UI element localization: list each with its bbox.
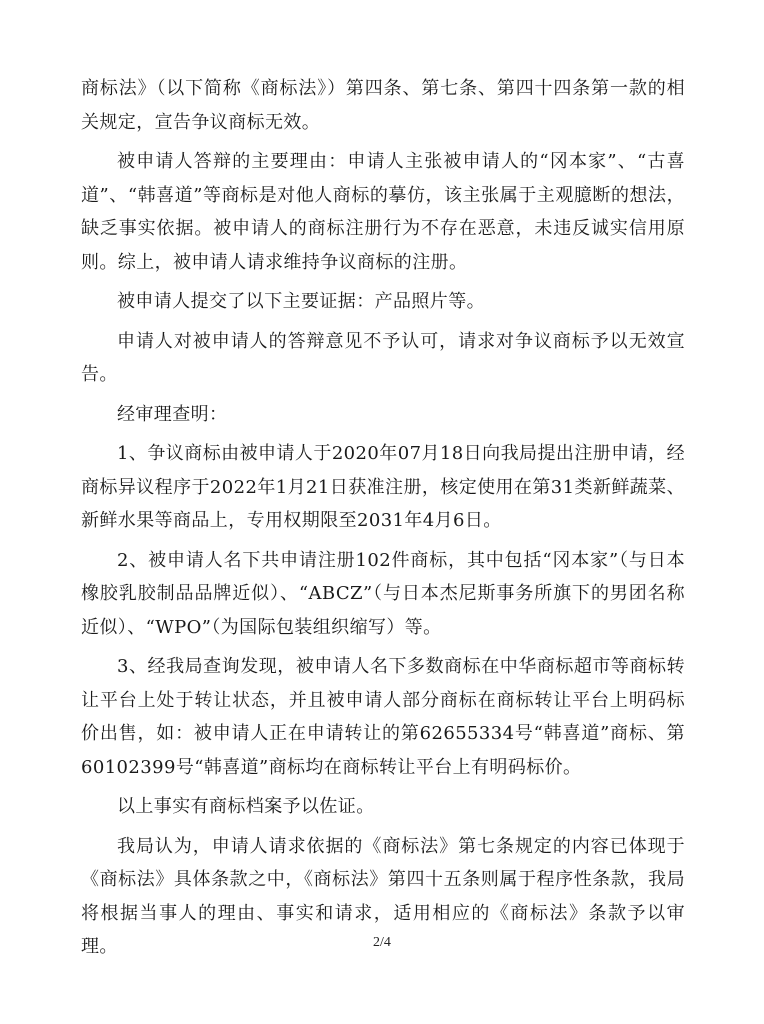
paragraph-applicant-reply: 申请人对被申请人的答辩意见不予认可，请求对争议商标予以无效宣告。 xyxy=(81,330,685,385)
page-number: 2/4 xyxy=(373,935,391,950)
document-body xyxy=(81,72,685,970)
paragraph-findings-heading: 经审理查明： xyxy=(117,403,228,425)
paragraph-finding-1: 1、争议商标由被申请人于2020年07月18日向我局提出注册申请，经商标异议程序于2022年1月21日获准注册，核定使用在第31类新鲜蔬菜、新鲜水果等商品上，专用权期限至2031年4月6日。 xyxy=(81,443,685,531)
paragraph-respondent-evidence: 被申请人提交了以下主要证据：产品照片等。 xyxy=(117,291,485,312)
paragraph-finding-3: 3、经我局查询发现，被申请人名下多数商标在中华商标超市等商标转让平台上处于转让状态，并且被申请人部分商标在商标转让平台上明码标价出售，如：被申请人正在申请转让的第62655334号“韩喜道”商标、第60102399号“韩喜道”商标均在商标转让平台上有明码标价。 xyxy=(81,656,685,778)
paragraph-evidence-note: 以上事实有商标档案予以佐证。 xyxy=(117,796,375,817)
paragraph-respondent-defense: 被申请人答辩的主要理由：申请人主张被申请人的“冈本家”、“古喜道”、“韩喜道”等商标是对他人商标的摹仿，该主张属于主观臆断的想法，缺乏事实依据。被申请人的商标注册行为不存在恶意，未违反诚实信用原则。综上，被申请人请求维持争议商标的注册。 xyxy=(81,151,685,273)
paragraph-bureau-opinion: 我局认为，申请人请求依据的《商标法》第七条规定的内容已体现于《商标法》具体条款之中，《商标法》第四十五条则属于程序性条款，我局将根据当事人的理由、事实和请求，适用相应的《商标法》条款予以审理。 xyxy=(81,835,685,957)
paragraph-finding-2: 2、被申请人名下共申请注册102件商标，其中包括“冈本家”（与日本橡胶乳胶制品品牌近似）、“ABCZ”（与日本杰尼斯事务所旗下的男团名称近似）、“WPO”（为国际包装组织缩写）等。 xyxy=(81,549,685,638)
paragraph-continuation: 商标法》（以下简称《商标法》）第四条、第七条、第四十四条第一款的相关规定，宣告争议商标无效。 xyxy=(81,78,685,133)
